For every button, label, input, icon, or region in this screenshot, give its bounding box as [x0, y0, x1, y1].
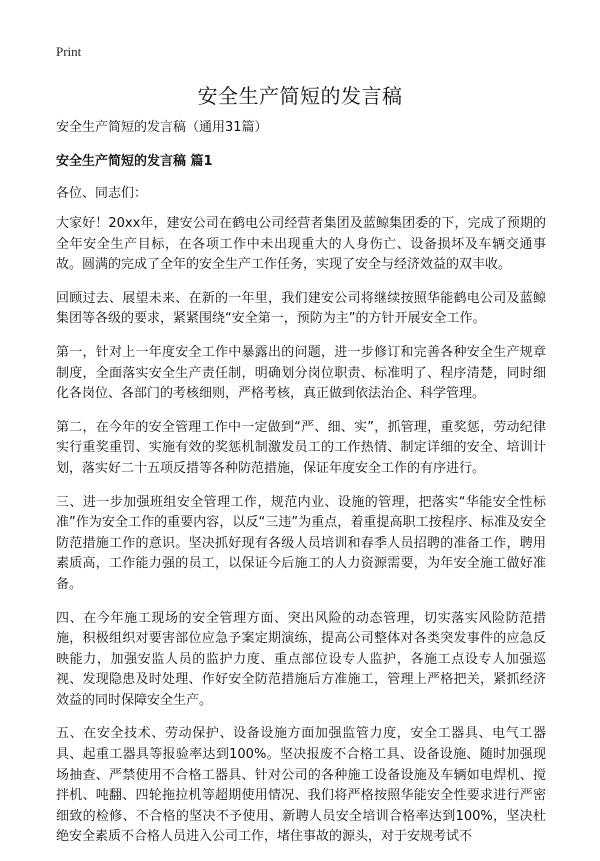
page-title: 安全生产简短的发言稿 — [197, 84, 403, 108]
paragraph: 第二，在今年的安全管理工作中一定做到“严、细、实”，抓管理，重奖惩，劳动纪律实行重奖重罚、实施有效的奖惩机制激发员工的工作热情、制定详细的安全、培训计划，落实好二十五项反措等各种防范措施，保证年度安全工作的有序进行。 — [56, 419, 546, 476]
paragraph: 回顾过去、展望未来、在新的一年里，我们建安公司将继续按照华能鹤电公司及蓝鲸集团等各级的要求，紧紧围绕“安全第一，预防为主”的方针开展安全工作。 — [56, 290, 546, 327]
paragraph: 第一，针对上一年度安全工作中暴露出的问题，进一步修订和完善各种安全生产规章制度，全面落实安全生产责任制，明确划分岗位职责、标准明了、程序清楚，同时细化各岗位、各部门的考核细则，严格考核，真正做到依法治企、科学管理。 — [56, 344, 546, 402]
article-subtitle: 安全生产简短的发言稿（通用31篇） — [56, 120, 268, 135]
paragraph: 三、进一步加强班组安全管理工作，规范内业、设施的管理，把落实“华能安全性标准”作为安全工作的重要内容，以反“三违”为重点，着重提高职工按程序、标准及安全防范措施工作的意识。坚决抓好现有各级人员培训和春季人员招聘的准备工作，聘用素质高，工作能力强的员工，以保证今后施工的人力资源需要，为年安全施工做好准备。 — [56, 494, 546, 592]
paragraph: 大家好！20xx年，建安公司在鹤电公司经营者集团及蓝鲸集团委的下，完成了预期的全年安全生产目标，在各项工作中未出现重大的人身伤亡、设备损坏及车辆交通事故。圆满的完成了全年的安全生产工作任务，实现了安全与经济效益的双丰收。 — [56, 216, 546, 273]
section-heading: 安全生产简短的发言稿 篇1 — [56, 154, 213, 169]
paragraph: 五、在安全技术、劳动保护、设备设施方面加强监管力度，安全工器具、电气工器具、起重工器具等报验率达到100%。坚决报废不合格工具、设备设施、随时加强现场抽查、严禁使用不合格工器具、针对公司的各种施工设备设施及车辆如电焊机、搅拌机、吨翻、四轮拖拉机等超期使用情况、我们将严格按照华能安全性要求进行严密细致的检修、不合格的坚决不予使用、新聘人员安全培训合格率达到100%，坚决杜绝安全素质不合格人员进入公司工作，堵住事故的源头，对于安规考试不 — [56, 726, 546, 845]
print-link[interactable]: Print — [56, 44, 82, 59]
paragraph: 四、在今年施工现场的安全管理方面、突出风险的动态管理，切实落实风险防范措施，积极组织对要害部位应急予案定期演练，提高公司整体对各类突发事件的应急反映能力，加强安监人员的监护力度、重点部位设专人监护，各施工点设专人加强巡视、发现隐患及时处理、作好安全防范措施后方准施工，管理上严格把关，紧抓经济效益的同时保障安全生产。 — [56, 610, 546, 708]
greeting-line: 各位、同志们： — [56, 186, 148, 201]
article-body — [56, 118, 546, 861]
